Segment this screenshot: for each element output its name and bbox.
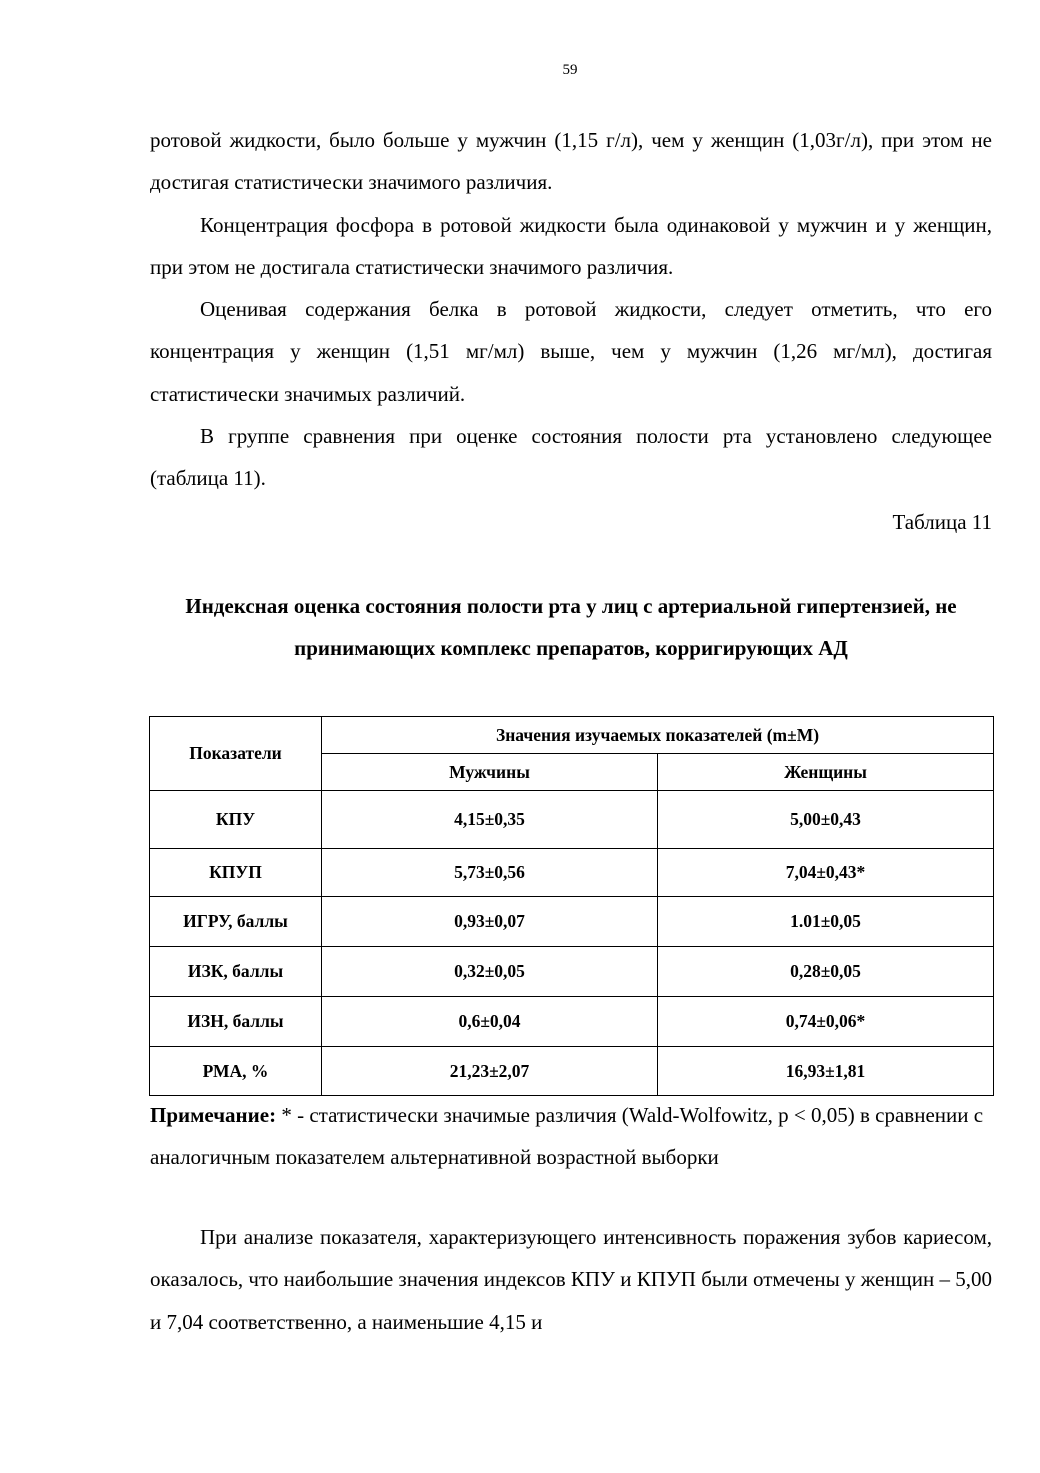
table-row xyxy=(150,791,994,849)
body-text xyxy=(150,119,992,500)
paragraph-3: Оценивая содержания белка в ротовой жидкости, следует отметить, что его концентрация у женщин (1,51 мг/мл) выше, чем у мужчин (1,26 мг/мл), достигая статистически значимых различий. xyxy=(150,297,992,406)
row-women-value: 16,93±1,81 xyxy=(658,1047,994,1096)
row-men-value: 0,6±0,04 xyxy=(322,997,658,1047)
table-header-row xyxy=(150,717,994,754)
row-women-value: 0,74±0,06* xyxy=(658,997,994,1047)
header-men: Мужчины xyxy=(322,754,658,791)
row-label: ИГРУ, баллы xyxy=(150,897,322,947)
table-row xyxy=(150,1047,994,1096)
header-women: Женщины xyxy=(658,754,994,791)
note-text: * - статистически значимые различия (Wald-Wolfowitz, p < 0,05) в сравнении с аналогичным показателем альтернативной возрастной выборки xyxy=(150,1103,984,1169)
header-indicator: Показатели xyxy=(150,717,322,791)
data-table xyxy=(149,716,994,1096)
row-women-value: 0,28±0,05 xyxy=(658,947,994,997)
row-women-value: 5,00±0,43 xyxy=(658,791,994,849)
note-label: Примечание: xyxy=(150,1103,277,1127)
paragraph-4: В группе сравнения при оценке состояния полости рта установлено следующее (таблица 11). xyxy=(150,424,992,491)
row-women-value: 7,04±0,43* xyxy=(658,849,994,897)
table-caption: Таблица 11 xyxy=(892,510,992,534)
row-label: ИЗК, баллы xyxy=(150,947,322,997)
row-women-value: 1.01±0,05 xyxy=(658,897,994,947)
row-men-value: 4,15±0,35 xyxy=(322,791,658,849)
table-title: Индексная оценка состояния полости рта у лиц с артериальной гипертензией, не принимающих комплекс препаратов, корригирующих АД xyxy=(185,594,957,660)
table-row xyxy=(150,849,994,897)
page-number: 59 xyxy=(562,62,578,78)
row-men-value: 21,23±2,07 xyxy=(322,1047,658,1096)
paragraph-1: ротовой жидкости, было больше у мужчин (1,15 г/л), чем у женщин (1,03г/л), при этом не достигая статистически значимого различия. xyxy=(150,128,992,195)
table-row xyxy=(150,997,994,1047)
row-men-value: 0,32±0,05 xyxy=(322,947,658,997)
row-men-value: 5,73±0,56 xyxy=(322,849,658,897)
header-group: Значения изучаемых показателей (m±M) xyxy=(322,717,994,754)
table-note xyxy=(150,1094,992,1178)
table-row xyxy=(150,947,994,997)
row-label: КПУП xyxy=(150,849,322,897)
paragraph-2: Концентрация фосфора в ротовой жидкости была одинаковой у мужчин и у женщин, при этом не достигала статистически значимого различия. xyxy=(150,212,992,279)
table-row xyxy=(150,897,994,947)
row-men-value: 0,93±0,07 xyxy=(322,897,658,947)
closing-paragraph: При анализе показателя, характеризующего интенсивность поражения зубов кариесом, оказалось, что наибольшие значения индексов КПУ и КПУП были отмечены у женщин – 5,00 и 7,04 соответственно, а наименьшие 4,15 и xyxy=(150,1225,992,1334)
closing-text xyxy=(150,1216,992,1343)
row-label: РМА, % xyxy=(150,1047,322,1096)
row-label: ИЗН, баллы xyxy=(150,997,322,1047)
row-label: КПУ xyxy=(150,791,322,849)
